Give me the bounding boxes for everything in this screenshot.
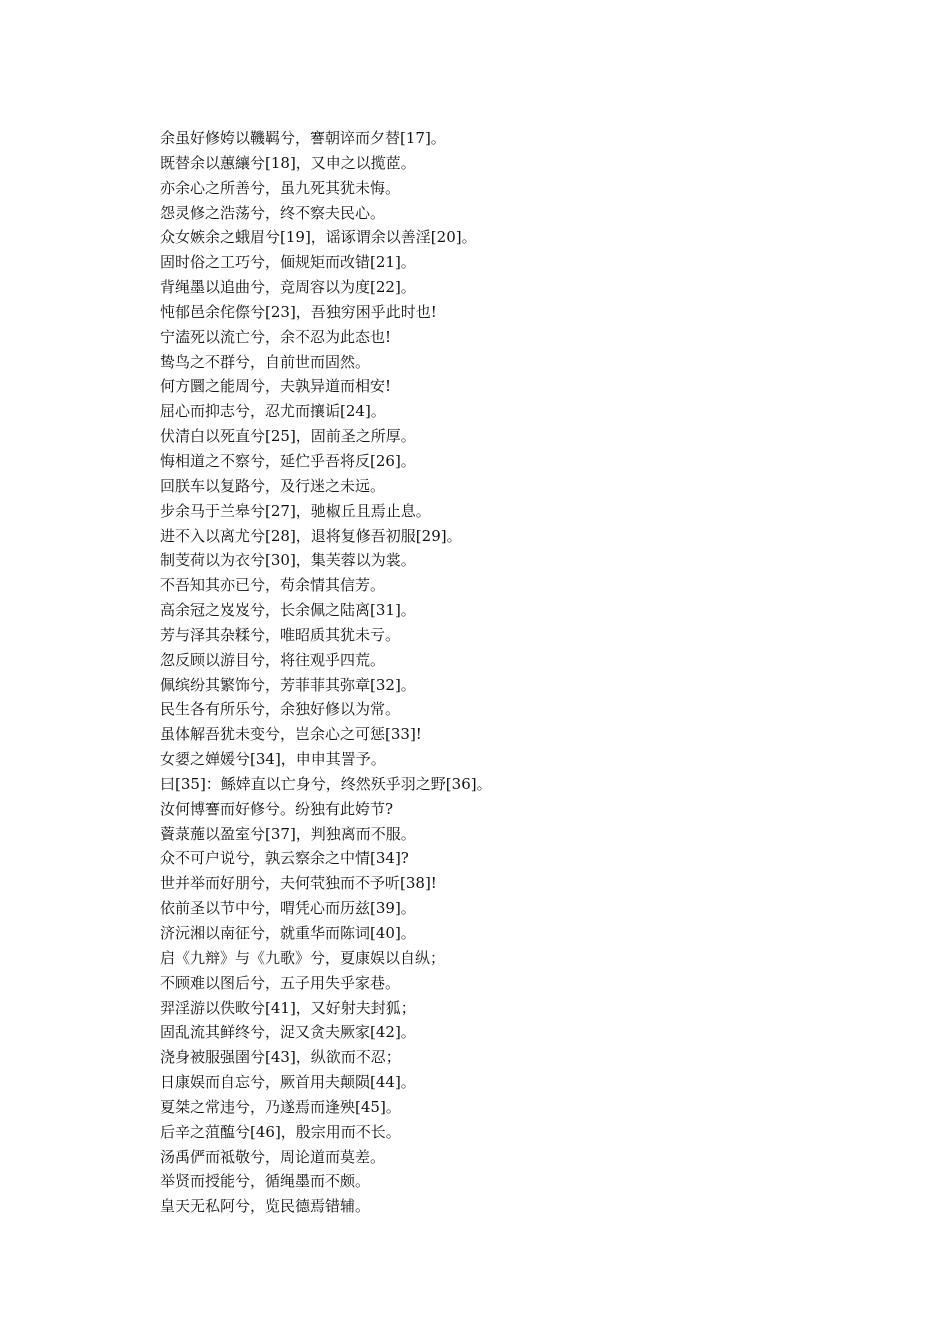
poem-line: 众女嫉余之蛾眉兮[19]，谣诼谓余以善淫[20]。	[160, 228, 477, 247]
poem-line: 何方圜之能周兮，夫孰异道而相安!	[160, 377, 392, 396]
poem-line: 依前圣以节中兮，喟凭心而历兹[39]。	[160, 899, 416, 918]
poem-line: 伏清白以死直兮[25]，固前圣之所厚。	[160, 427, 416, 446]
poem-line: 女媭之婵媛兮[34]，申申其詈予。	[160, 750, 386, 769]
poem-line: 怨灵修之浩荡兮，终不察夫民心。	[160, 203, 386, 222]
poem-line: 宁溘死以流亡兮，余不忍为此态也!	[160, 327, 392, 346]
poem-line: 众不可户说兮，孰云察余之中情[34]?	[160, 849, 409, 868]
poem-line: 举贤而授能兮，循绳墨而不颇。	[160, 1172, 371, 1191]
poem-line: 固乱流其鲜终兮，浞又贪夫厥家[42]。	[160, 1023, 416, 1042]
poem-line: 步余马于兰皋兮[27]，驰椒丘且焉止息。	[160, 501, 431, 520]
poem-line: 既替余以蕙纕兮[18]，又申之以揽茝。	[160, 153, 416, 172]
poem-line: 汤禹俨而祗敬兮，周论道而莫差。	[160, 1147, 386, 1166]
poem-line: 进不入以离尤兮[28]，退将复修吾初服[29]。	[160, 526, 462, 545]
poem-line: 启《九辩》与《九歌》兮，夏康娱以自纵；	[160, 948, 446, 967]
poem-line: 回朕车以复路兮，及行迷之未远。	[160, 476, 386, 495]
poem-line: 羿淫游以佚畋兮[41]，又好射夫封狐；	[160, 998, 416, 1017]
poem-line: 悔相道之不察兮，延伫乎吾将反[26]。	[160, 451, 416, 470]
poem-line: 不吾知其亦已兮，苟余情其信芳。	[160, 576, 386, 595]
poem-line: 忽反顾以游目兮，将往观乎四荒。	[160, 650, 386, 669]
poem-line: 屈心而抑志兮，忍尤而攘诟[24]。	[160, 402, 386, 421]
poem-line: 世并举而好朋兮，夫何茕独而不予听[38]!	[160, 874, 437, 893]
poem-text-block	[160, 126, 860, 1219]
poem-line: 汝何博謇而好修兮。纷独有此姱节?	[160, 799, 394, 818]
poem-line: 佩缤纷其繁饰兮，芳菲菲其弥章[32]。	[160, 675, 416, 694]
poem-line: 曰[35]：鲧婞直以亡身兮，终然殀乎羽之野[36]。	[160, 774, 492, 793]
poem-line: 皇天无私阿兮，览民德焉错辅。	[160, 1197, 371, 1216]
poem-line: 薋菉葹以盈室兮[37]，判独离而不服。	[160, 824, 416, 843]
poem-line: 固时俗之工巧兮，偭规矩而改错[21]。	[160, 253, 416, 272]
poem-line: 济沅湘以南征兮，就重华而陈词[40]。	[160, 924, 416, 942]
poem-line: 高余冠之岌岌兮，长余佩之陆离[31]。	[160, 601, 416, 620]
poem-line: 民生各有所乐兮，余独好修以为常。	[160, 700, 401, 719]
poem-line: 虽体解吾犹未变兮，岂余心之可惩[33]!	[160, 725, 422, 744]
poem-line: 不顾难以图后兮，五子用失乎家巷。	[160, 973, 401, 992]
poem-line: 亦余心之所善兮，虽九死其犹未悔。	[160, 178, 401, 197]
poem-line: 制芰荷以为衣兮[30]，集芙蓉以为裳。	[160, 551, 416, 570]
poem-line: 夏桀之常违兮，乃遂焉而逢殃[45]。	[160, 1097, 401, 1116]
poem-line: 忳郁邑余侘傺兮[23]，吾独穷困乎此时也!	[160, 302, 437, 321]
poem-line: 后辛之菹醢兮[46]，殷宗用而不长。	[160, 1122, 401, 1141]
poem-line: 浇身被服强圉兮[43]，纵欲而不忍；	[160, 1048, 401, 1067]
poem-line: 背绳墨以追曲兮，竞周容以为度[22]。	[160, 278, 416, 297]
poem-line: 余虽好修姱以鞿羁兮，謇朝谇而夕替[17]。	[160, 129, 446, 147]
poem-line: 日康娱而自忘兮，厥首用夫颠陨[44]。	[160, 1073, 416, 1092]
poem-line: 芳与泽其杂糅兮，唯昭质其犹未亏。	[160, 625, 401, 644]
poem-line: 鸷鸟之不群兮，自前世而固然。	[160, 352, 371, 371]
